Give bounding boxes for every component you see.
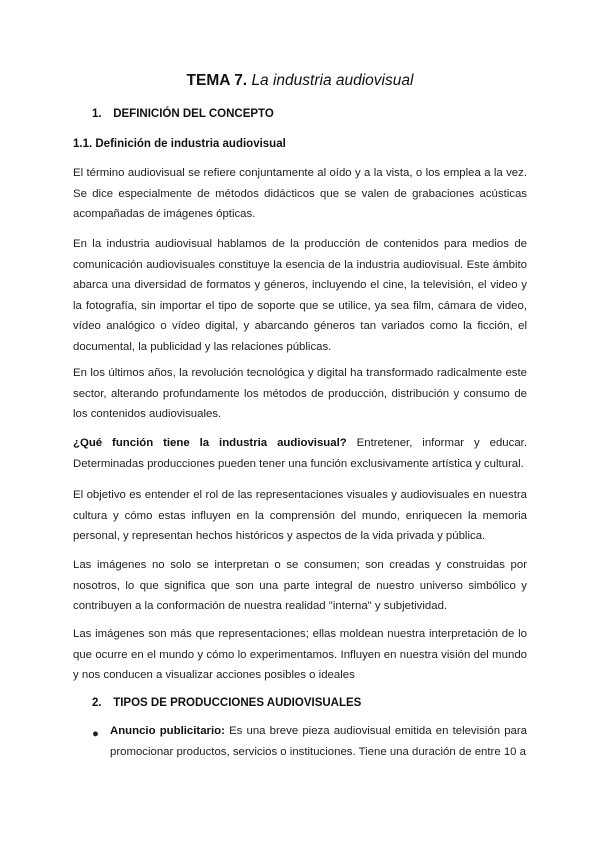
- list-item-advertisement: [110, 721, 527, 762]
- paragraph-audiovisual-definition: El término audiovisual se refiere conjuntamente al oído y a la vista, o los emplea a la vez. Se dice especialmente de métodos didácticos que se valen de grabaciones acústicas acompañadas de imágenes ópticas.: [73, 167, 527, 221]
- section-2-heading-text: TIPOS DE PRODUCCIONES AUDIOVISUALES: [113, 697, 362, 709]
- title-number: TEMA 7.: [186, 72, 248, 89]
- section-2-heading: [92, 697, 361, 709]
- page-title: [0, 72, 600, 90]
- list-item-text: Es una breve pieza audiovisual emitida en televisión para promocionar productos, servicios o instituciones. Tiene una duración de entre 10 a: [110, 725, 528, 758]
- paragraph-objective: El objetivo es entender el rol de las representaciones visuales y audiovisuales en nuestra cultura y cómo estas influyen en la comprensión del mundo, enriquecen la memoria personal, y representan hechos históricos y aspectos de la vida privada y pública.: [73, 489, 527, 543]
- subsection-1-1-heading: 1.1. Definición de industria audiovisual: [73, 138, 286, 150]
- question-label: ¿Qué función tiene la industria audiovisual?: [73, 437, 347, 449]
- section-2-number: 2.: [92, 697, 102, 709]
- question-answer: Entretener, informar y educar. Determinadas producciones pueden tener una función exclusivamente artística y cultural.: [73, 437, 527, 470]
- section-1-number: 1.: [92, 108, 102, 120]
- bullet-icon: ●: [92, 728, 99, 740]
- section-1-heading-text: DEFINICIÓN DEL CONCEPTO: [113, 108, 274, 120]
- paragraph-industry-scope: En la industria audiovisual hablamos de la producción de contenidos para medios de comunicación audiovisuales constituye la esencia de la industria audiovisual. Este ámbito abarca una diversidad de formatos y géneros, incluyendo el cine, la televisión, el video y la fotografía, sin importar el tipo de soporte que se utilice, ya sea film, cámara de video, vídeo analógico o vídeo digital, y abarcando géneros tan variados como la ficción, el documental, la publicidad y las relaciones públicas.: [73, 238, 527, 353]
- paragraph-industry-function: [73, 433, 527, 474]
- title-text: La industria audiovisual: [251, 72, 414, 89]
- paragraph-image-influence: Las imágenes son más que representaciones; ellas moldean nuestra interpretación de lo que ocurre en el mundo y cómo lo experimentamos. Influyen en nuestra visión del mundo y nos conducen a visualizar acciones posibles o ideales: [73, 628, 527, 682]
- section-1-heading: [92, 108, 274, 120]
- list-item-label: Anuncio publicitario:: [110, 725, 225, 737]
- paragraph-digital-revolution: En los últimos años, la revolución tecnológica y digital ha transformado radicalmente este sector, alterando profundamente los métodos de producción, distribución y consumo de los contenidos audiovisuales.: [73, 367, 527, 421]
- paragraph-image-creation: Las imágenes no solo se interpretan o se consumen; son creadas y construidas por nosotros, lo que significa que son una parte integral de nuestro universo simbólico y contribuyen a la conformación de nuestra realidad "interna" y subjetividad.: [73, 559, 527, 613]
